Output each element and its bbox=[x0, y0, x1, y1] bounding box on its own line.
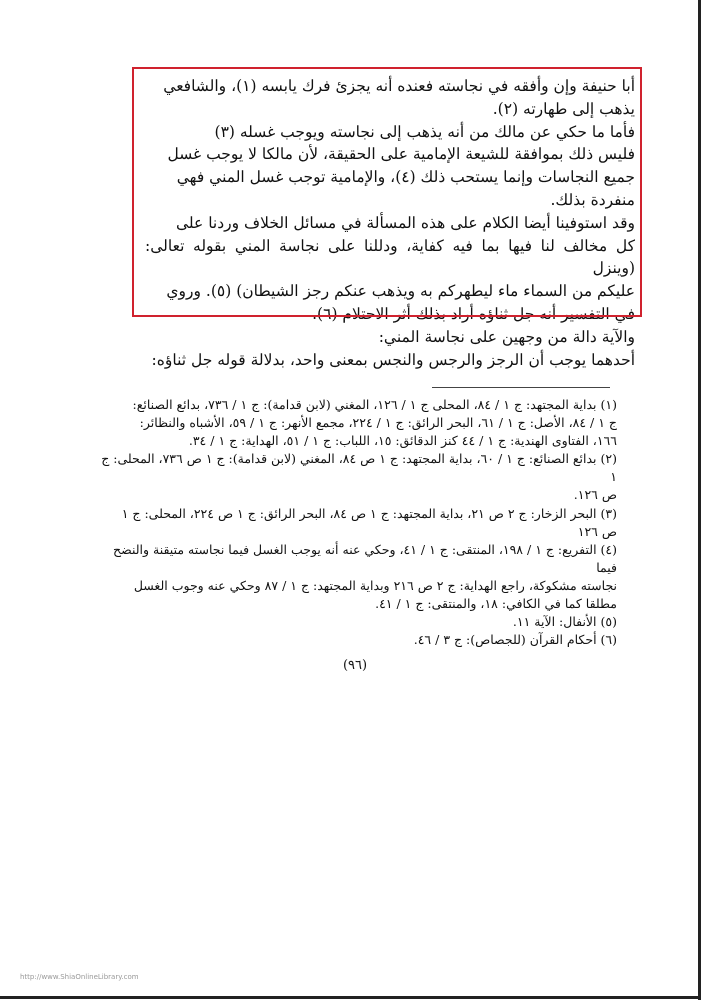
body-line: أحدهما يوجب أن الرجز والرجس والنجس بمعنى واحد، بدلالة قوله جل ثناؤه: bbox=[151, 350, 635, 369]
footnote-line: (٦) أحكام القرآن (للجصاص): ج ٣ / ٤٦. bbox=[413, 632, 617, 648]
source-url: http://www.ShiaOnlineLibrary.com bbox=[20, 973, 139, 981]
body-line: جميع النجاسات وإنما يستحب ذلك (٤)، والإمامية توجب غسل المني فهي bbox=[176, 168, 635, 187]
body-line: عليكم من السماء ماء ليطهركم به ويذهب عنكم رجز الشيطان) (٥). وروي bbox=[166, 282, 635, 301]
footnote-line: ص ١٢٦. bbox=[573, 487, 617, 503]
footnote-line: مطلقا كما في الكافي: ١٨، والمنتقى: ج ١ / ٤١. bbox=[375, 596, 617, 612]
page-number: (٩٦) bbox=[342, 658, 368, 673]
footnote-line: ١٦٦، الفتاوى الهندية: ج ١ / ٤٤ كنز الدقائق: ١٥، اللباب: ج ١ / ٥١، الهداية: ج ١ / ٣٤. bbox=[188, 433, 617, 449]
footnote-line: (٣) البحر الزخار: ج ٢ ص ٢١، بداية المجتهد: ج ١ ص ٨٤، البحر الرائق: ج ١ ص ٢٢٤، المحلى: ج ١ bbox=[121, 505, 617, 521]
page-edge-bottom bbox=[0, 996, 701, 999]
footnote-line: (٥) الأنفال: الآية ١١. bbox=[512, 614, 617, 630]
body-line: فأما ما حكي عن مالك من أنه يذهب إلى نجاسته ويوجب غسله (٣) bbox=[214, 122, 635, 141]
footnote-line: ص ١٢٦ bbox=[577, 523, 617, 539]
footnote-line: ج ١ / ٨٤، الأصل: ج ١ / ٦١، البحر الرائق: ج ١ / ٢٢٤، مجمع الأنهر: ج ١ / ٥٩، الأشباه والنظائر: bbox=[139, 415, 617, 431]
highlight-box bbox=[132, 67, 642, 317]
body-line: يذهب إلى طهارته (٢). bbox=[492, 99, 635, 118]
footnote-line: (٤) التفريع: ج ١ / ١٩٨، المنتقى: ج ١ / ٤١، وحكي عنه أنه يوجب الغسل فيما نجاسته متيقنة والنضح فيما bbox=[113, 541, 617, 575]
body-line: في التفسير أنه جل ثناؤه أراد بذلك أثر الاحتلام (٦). bbox=[312, 304, 635, 323]
body-line: وقد استوفينا أيضا الكلام على هذه المسألة في مسائل الخلاف وردنا على bbox=[175, 213, 635, 232]
footnote-separator bbox=[432, 387, 610, 388]
page-edge-right bbox=[698, 0, 701, 1000]
footnote-line: ١ bbox=[610, 469, 617, 485]
footnote-line: نجاسته مشكوكة، راجع الهداية: ج ٢ ص ٢١٦ وبداية المجتهد: ج ١ / ٨٧ وحكي عنه وجوب الغسل bbox=[133, 577, 617, 593]
body-line: منفردة بذلك. bbox=[550, 190, 635, 209]
footnote-line: (٢) بدائع الصنائع: ج ١ / ٦٠، بداية المجتهد: ج ١ ص ٨٤، المغني (لابن قدامة): ج ١ ص ٧٣٦، المحلى: ج bbox=[101, 451, 617, 467]
footnote-line: (١) بداية المجتهد: ج ١ / ٨٤، المحلى ج ١ / ١٢٦، المغني (لابن قدامة): ج ١ / ٧٣٦، بدائع الصنائع: bbox=[132, 397, 617, 412]
body-line: كل مخالف لنا فيها بما فيه كفاية، ودللنا على نجاسة المني بقوله تعالى: (وينزل bbox=[145, 236, 635, 278]
body-line: فليس ذلك بموافقة للشيعة الإمامية على الحقيقة، لأن مالكا لا يوجب غسل bbox=[167, 145, 635, 164]
body-line: والآية دالة من وجهين على نجاسة المني: bbox=[378, 327, 635, 346]
footnotes bbox=[100, 396, 617, 649]
body-line: أبا حنيفة وإن وأفقه في نجاسته فعنده أنه يجزئ فرك يابسه (١)، والشافعي bbox=[163, 77, 635, 95]
